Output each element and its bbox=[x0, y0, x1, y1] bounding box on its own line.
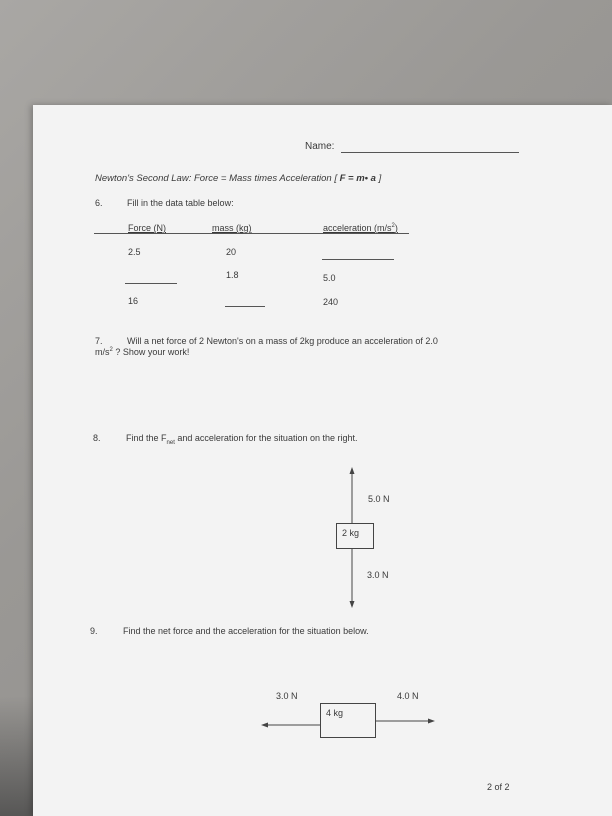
row2-mass: 1.8 bbox=[226, 270, 239, 280]
row1-force: 2.5 bbox=[128, 247, 141, 257]
table-header-force: Force (N) bbox=[128, 223, 166, 233]
page-number: 2 of 2 bbox=[487, 782, 510, 792]
row3-force: 16 bbox=[128, 296, 139, 306]
q9-number: 9. bbox=[90, 626, 98, 636]
q9-left-force-label: 3.0 N bbox=[276, 691, 298, 701]
row1-mass: 20 bbox=[226, 247, 237, 257]
q7-line2: $m/s^2$ ? Show your work! bbox=[95, 347, 190, 357]
q7-number: 7. bbox=[95, 336, 103, 346]
q8-mass-label: 2 kg bbox=[342, 528, 360, 538]
q7-line1: Will a net force of 2 Newton's on a mass of 2kg produce an acceleration of 2.0 bbox=[127, 336, 438, 346]
q8-up-force-label: 5.0 N bbox=[368, 494, 390, 504]
q9-mass-label: 4 kg bbox=[326, 708, 344, 718]
q9-prompt: Find the net force and the acceleration for the situation below. bbox=[123, 626, 369, 636]
row2-accel: 5.0 bbox=[323, 273, 336, 283]
table-header-acceleration: acceleration $(m/s^2)$ bbox=[323, 223, 398, 233]
q6-number: 6. bbox=[95, 198, 103, 208]
q8-mass-box bbox=[336, 523, 374, 549]
row3-accel: 240 bbox=[323, 297, 339, 307]
q6-prompt: Fill in the data table below: bbox=[127, 198, 234, 208]
q8-number: 8. bbox=[93, 433, 101, 443]
q9-right-force-label: 4.0 N bbox=[397, 691, 419, 701]
worksheet-title: Newton's Second Law: Force = Mass times Acceleration [ F = m• a ] bbox=[95, 173, 382, 184]
worksheet-page bbox=[33, 105, 612, 816]
name-label: Name: bbox=[305, 141, 335, 152]
q8-prompt: Find the $F_{net}$ and acceleration for the situation on the right. bbox=[126, 433, 358, 446]
q9-mass-box bbox=[320, 703, 376, 738]
q8-down-force-label: 3.0 N bbox=[367, 570, 389, 580]
table-header-mass: mass (kg) bbox=[212, 223, 252, 233]
